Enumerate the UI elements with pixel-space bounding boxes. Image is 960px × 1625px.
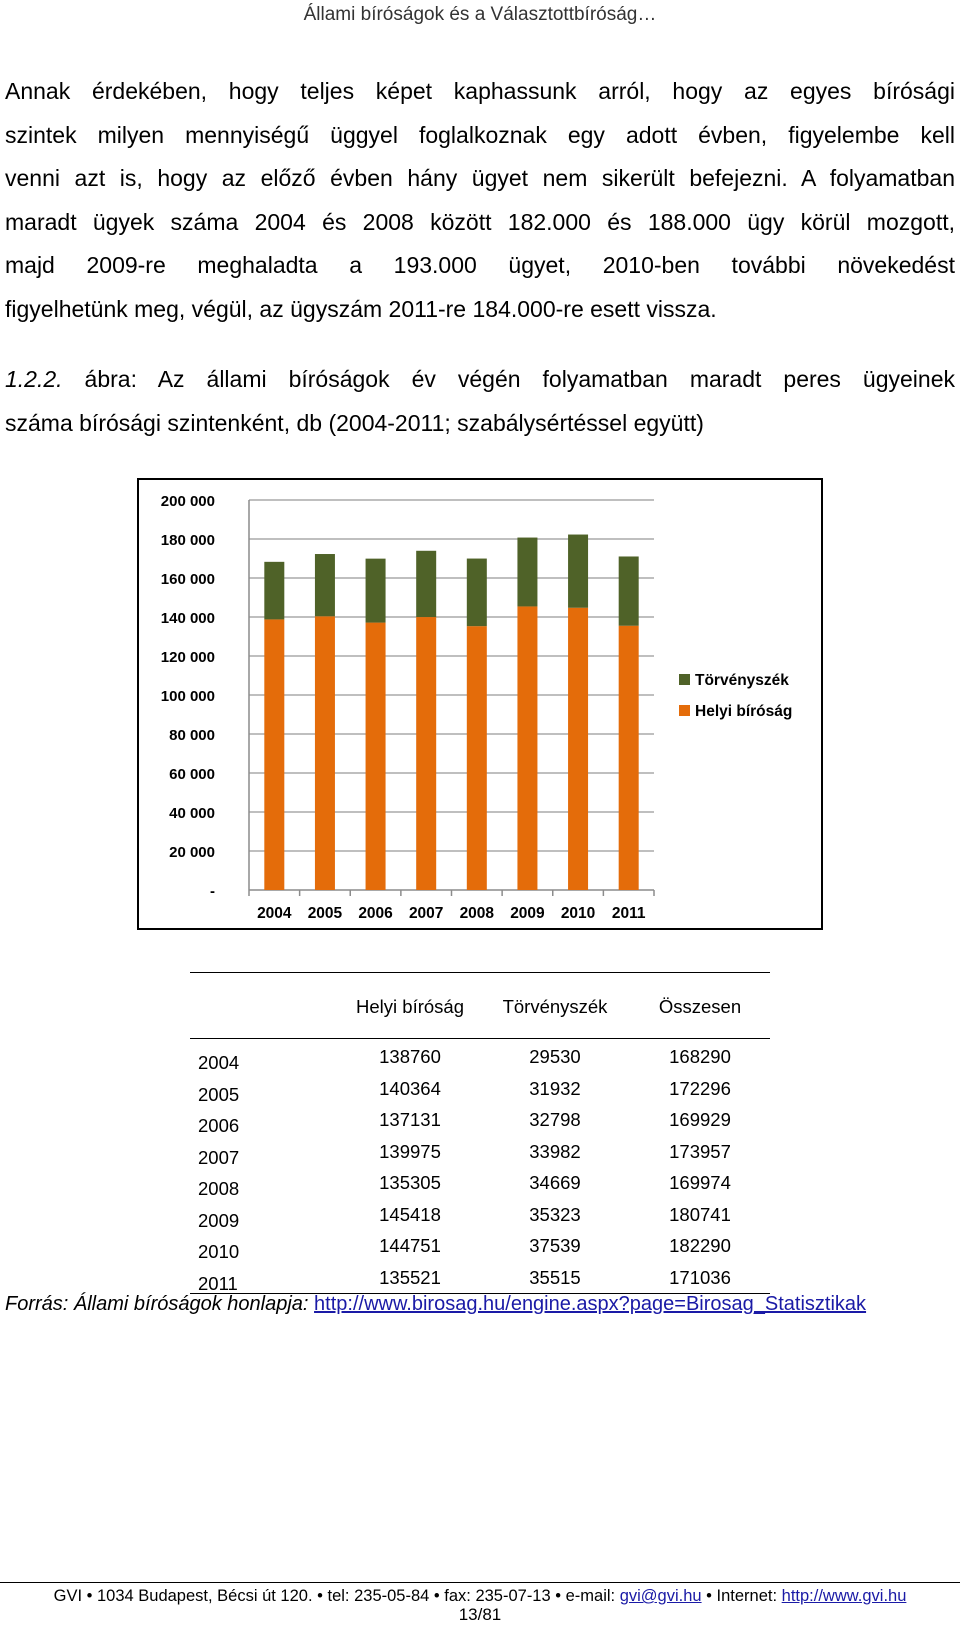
footer-email-link[interactable]: gvi@gvi.hu: [619, 1587, 702, 1605]
bar-helyi-birosag: [416, 617, 436, 890]
caption-line: [5, 358, 955, 402]
table-row: [190, 1109, 770, 1140]
table-cell-ossz: 180741: [669, 1203, 731, 1225]
source-link[interactable]: http://www.birosag.hu/engine.aspx?page=Birosag_Statisztikak: [314, 1293, 867, 1315]
table-cell-torv: 35323: [529, 1203, 581, 1225]
table-cell-helyi: 140364: [379, 1077, 441, 1099]
legend-label: Törvényszék: [695, 672, 789, 689]
table-top-rule: [190, 972, 770, 973]
x-tick-label: 2009: [510, 905, 545, 922]
y-tick-label: 140 000: [160, 610, 215, 627]
table-cell-year: 2005: [198, 1083, 240, 1105]
legend-label: Helyi bíróság: [695, 703, 793, 720]
table-cell-helyi: 135305: [379, 1172, 441, 1193]
caption-number: 1.2.2.: [5, 366, 63, 392]
table-cell-torv: 35515: [529, 1266, 581, 1288]
source-label: Forrás: Állami bíróságok honlapja:: [5, 1293, 315, 1315]
y-tick-label: 60 000: [169, 766, 215, 783]
bar-torvenyszek: [619, 556, 639, 625]
bar-torvenyszek: [568, 535, 588, 608]
table-cell-helyi: 138760: [379, 1046, 441, 1067]
bar-helyi-birosag: [568, 608, 588, 890]
bar-torvenyszek: [517, 538, 537, 607]
legend-swatch: [679, 705, 690, 716]
table-cell-helyi: 145418: [379, 1203, 441, 1225]
table-cell-torv: 37539: [529, 1235, 581, 1256]
table-row: [190, 1078, 770, 1109]
table-cell-helyi: 144751: [379, 1235, 441, 1256]
table-cell-year: 2008: [198, 1178, 240, 1199]
caption-text: ábra: Az állami bíróságok év végén folyamatban maradt peres ügyeinek: [62, 366, 955, 392]
table-cell-torv: 29530: [529, 1046, 581, 1067]
x-tick-label: 2005: [307, 905, 343, 922]
bar-helyi-birosag: [517, 606, 537, 890]
y-tick-label: 40 000: [169, 805, 215, 822]
x-tick-label: 2011: [611, 905, 646, 922]
legend-swatch: [679, 674, 690, 685]
x-tick-label: 2008: [459, 905, 495, 922]
table-cell-helyi: 137131: [379, 1109, 441, 1130]
x-tick-label: 2004: [257, 905, 292, 922]
body-paragraph: [5, 70, 955, 331]
paragraph-line: maradt ügyek száma 2004 és 2008 között 182.000 és 188.000 ügy körül mozgott,: [5, 208, 955, 235]
table-cell-ossz: 169974: [669, 1172, 731, 1193]
bar-torvenyszek: [315, 554, 335, 616]
bar-helyi-birosag: [264, 619, 284, 890]
y-tick-label: 180 000: [160, 532, 215, 549]
paragraph-line: Annak érdekében, hogy teljes képet kaphassunk arról, hogy az egyes bírósági: [5, 78, 955, 104]
table-header-torvenyszek: Törvényszék: [502, 996, 608, 1017]
bar-helyi-birosag: [315, 616, 335, 890]
y-tick-label: 160 000: [160, 571, 215, 588]
running-header: Állami bíróságok és a Választottbíróság…: [303, 4, 657, 25]
table-cell-torv: 34669: [529, 1172, 581, 1193]
y-tick-label: 100 000: [160, 688, 215, 705]
paragraph-line: figyelhetünk meg, végül, az ügyszám 2011-re 184.000-re esett vissza.: [5, 295, 717, 322]
paragraph-line: venni azt is, hogy az előző évben hány ügyet nem sikerült befejezni. A folyamatban: [5, 165, 955, 191]
footer-website-link[interactable]: http://www.gvi.hu: [781, 1587, 907, 1605]
table-cell-year: 2010: [198, 1241, 240, 1262]
table-cell-year: 2011: [198, 1272, 238, 1294]
table-cell-ossz: 171036: [669, 1266, 731, 1288]
source-note: [5, 1293, 866, 1316]
figure-caption: [5, 358, 955, 445]
table-cell-year: 2004: [198, 1052, 240, 1073]
table-cell-torv: 31932: [529, 1077, 581, 1099]
table-cell-helyi: 139975: [379, 1140, 441, 1162]
table-row: [190, 1235, 770, 1266]
table-cell-helyi: 135521: [379, 1266, 441, 1288]
bar-torvenyszek: [416, 551, 436, 617]
caption-line: száma bírósági szintenként, db (2004-2011; szabálysértéssel együtt): [5, 409, 704, 436]
stacked-bar-chart: [139, 480, 821, 928]
footer-address: GVI • 1034 Budapest, Bécsi út 120. • tel: 235-05-84 • fax: 235-07-13 • e-mail:: [53, 1587, 620, 1605]
bar-torvenyszek: [366, 559, 386, 623]
paragraph-line: majd 2009-re meghaladta a 193.000 ügyet, 2010-ben további növekedést: [5, 252, 955, 278]
table-cell-ossz: 173957: [669, 1140, 731, 1162]
table-header-helyi: Helyi bíróság: [356, 996, 464, 1017]
table-cell-ossz: 169929: [669, 1109, 731, 1130]
table-cell-year: 2006: [198, 1115, 240, 1136]
table-cell-ossz: 172296: [669, 1077, 731, 1099]
y-tick-label: 120 000: [160, 649, 215, 666]
bar-helyi-birosag: [467, 626, 487, 890]
table-row: [190, 1141, 770, 1172]
bar-helyi-birosag: [619, 626, 639, 890]
x-tick-label: 2010: [560, 905, 596, 922]
table-cell-year: 2007: [198, 1146, 240, 1168]
table-header-osszesen: Összesen: [658, 996, 742, 1017]
chart-frame: [137, 478, 823, 930]
paragraph-line: szintek milyen mennyiségű üggyel foglalkoznak egy adott évben, figyelembe kell: [5, 121, 955, 148]
table-row: [190, 1172, 770, 1203]
x-tick-label: 2006: [358, 905, 393, 922]
footer-contact: [0, 1587, 960, 1606]
table-cell-year: 2009: [198, 1209, 240, 1231]
table-row: [190, 1046, 770, 1077]
table-row: [190, 1204, 770, 1235]
page-number: 13/81: [458, 1605, 502, 1624]
y-tick-label: 80 000: [169, 727, 215, 744]
bar-torvenyszek: [467, 559, 487, 627]
y-tick-label: 20 000: [169, 844, 215, 861]
table-cell-torv: 33982: [529, 1140, 581, 1162]
y-tick-label: -: [210, 883, 215, 900]
bar-helyi-birosag: [366, 623, 386, 890]
bar-torvenyszek: [264, 562, 284, 620]
footer-internet-label: • Internet:: [701, 1587, 782, 1605]
table-cell-ossz: 182290: [669, 1235, 731, 1256]
table-cell-ossz: 168290: [669, 1046, 731, 1067]
table-header-rule: [190, 1038, 770, 1039]
footer-rule: [0, 1582, 960, 1583]
x-tick-label: 2007: [408, 905, 444, 922]
y-tick-label: 200 000: [160, 493, 215, 510]
table-cell-torv: 32798: [529, 1109, 581, 1130]
